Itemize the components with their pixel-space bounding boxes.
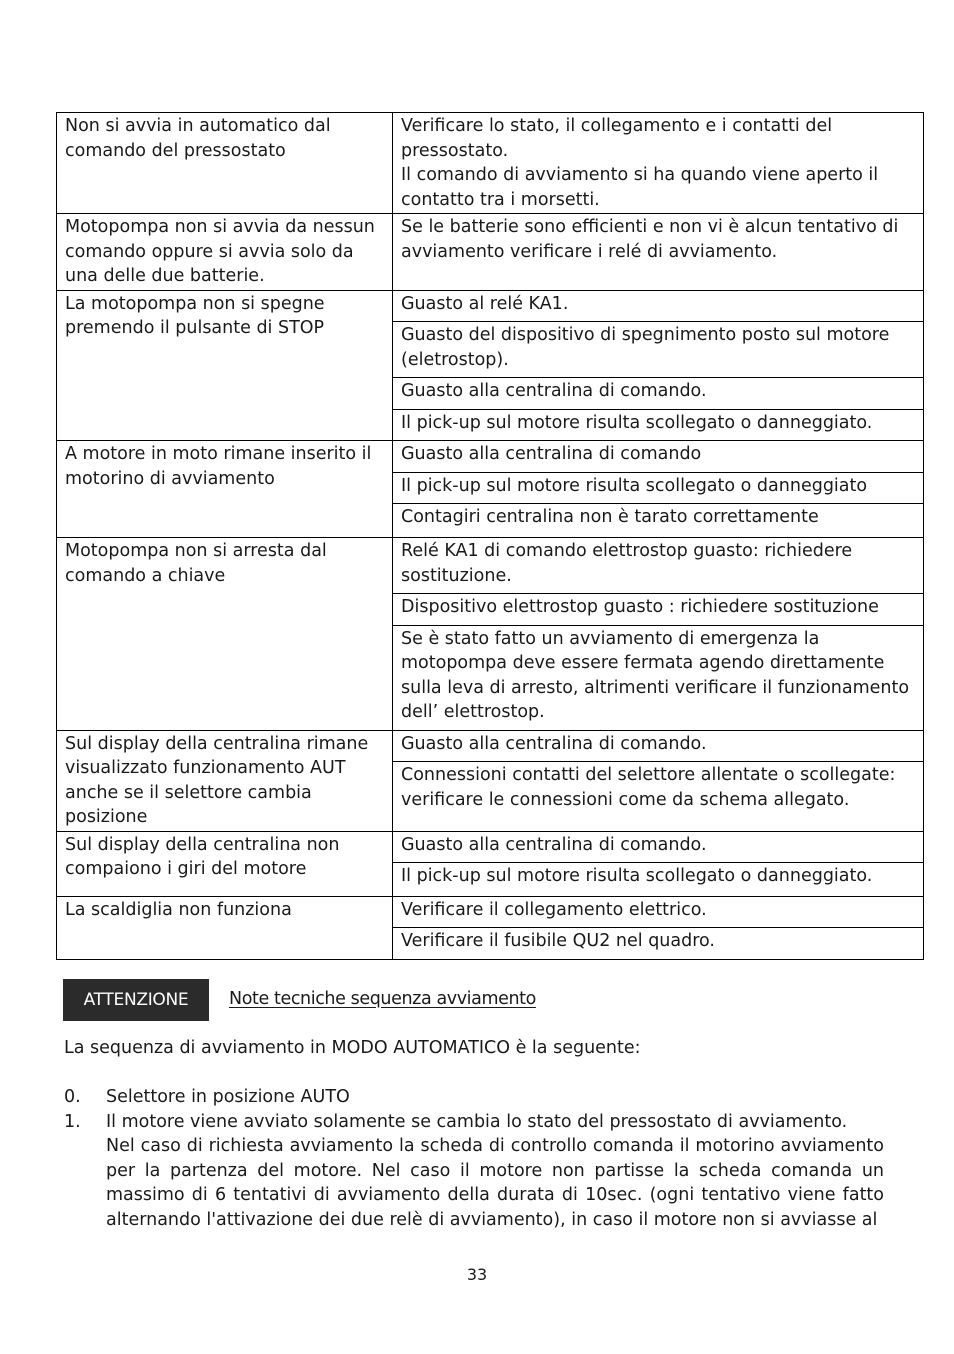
solution-item: Verificare il fusibile QU2 nel quadro. [393,927,923,959]
solution-item: Contagiri centralina non è tarato correttamente [393,503,923,535]
problem-cell: Sul display della centralina non compaiono i giri del motore [57,831,393,896]
solution-item: Guasto al relé KA1. [401,293,569,314]
step-item [64,1085,884,1110]
problem-cell: Motopompa non si arresta dal comando a chiave [57,538,393,731]
solution-item: Guasto alla centralina di comando. [401,834,707,855]
solution-cell [393,896,924,959]
step-number: 1. [64,1111,81,1132]
problem-cell: Sul display della centralina rimane visualizzato funzionamento AUT anche se il selettore cambia posizione [57,730,393,831]
table-row [57,113,924,214]
note-title: Note tecniche sequenza avviamento [229,989,536,1009]
intro-text: La sequenza di avviamento in MODO AUTOMATICO è la seguente: [64,1038,641,1058]
solution-item: Relé KA1 di comando elettrostop guasto: richiedere sostituzione. [401,541,853,586]
table-row [57,831,924,896]
solution-cell [393,441,924,538]
problem-cell: Motopompa non si avvia da nessun comando oppure si avvia solo da una delle due batterie. [57,214,393,291]
solution-item: Guasto del dispositivo di spegnimento posto sul motore (eletrostop). [393,321,923,377]
solution-item: Se le batterie sono efficienti e non vi è alcun tentativo di avviamento verificare i relé di avviamento. [401,217,899,262]
table-row [57,441,924,538]
solution-cell [393,538,924,731]
solution-item: Verificare il collegamento elettrico. [401,899,707,920]
page-number: 33 [466,1265,488,1284]
solution-item: Guasto alla centralina di comando. [401,733,707,754]
problem-cell: Non si avvia in automatico dal comando del pressostato [57,113,393,214]
step-number: 0. [64,1087,81,1107]
solution-item: Guasto alla centralina di comando. [393,377,923,409]
solution-cell [393,730,924,831]
table-row [57,290,924,441]
troubleshooting-table [56,112,924,960]
solution-item: Il pick-up sul motore risulta scollegato o danneggiato. [393,862,923,894]
solution-item: Verificare lo stato, il collegamento e i contatti del pressostato. Il comando di avviamento si ha quando viene aperto il contatto tra i morsetti. [401,116,879,210]
solution-item: Dispositivo elettrostop guasto : richiedere sostituzione [393,593,923,625]
solution-cell [393,113,924,214]
step-text: Selettore in posizione AUTO [106,1087,350,1107]
solution-item: Il pick-up sul motore risulta scollegato o danneggiato. [393,409,923,441]
solution-item: Il pick-up sul motore risulta scollegato o danneggiato [393,472,923,504]
problem-cell: A motore in moto rimane inserito il motorino di avviamento [57,441,393,538]
solution-item: Connessioni contatti del selettore allentate o scollegate: verificare le connessioni come da schema allegato. [393,761,923,817]
step-text: Il motore viene avviato solamente se cambia lo stato del pressostato di avviamento. Nel caso di richiesta avviamento la scheda di controllo comanda il motorino avviamento per la partenza del motore. Nel caso il motore non partisse la scheda comanda un massimo di 6 tentativi di avviamento della durata di 10sec. (ogni tentativo viene fatto alternando l'attivazione dei due relè di avviamento), in caso il motore non si avviasse al [106,1111,884,1230]
solution-cell [393,290,924,441]
steps-list [64,1085,884,1232]
table-row [57,896,924,959]
table-row [57,538,924,731]
problem-cell: La scaldiglia non funziona [57,896,393,959]
solution-item: Guasto alla centralina di comando [401,444,702,464]
problem-cell: La motopompa non si spegne premendo il pulsante di STOP [57,290,393,441]
table-row [57,730,924,831]
solution-cell [393,831,924,896]
attention-badge: ATTENZIONE [63,979,209,1021]
table-row [57,214,924,291]
solution-cell [393,214,924,291]
solution-item: Se è stato fatto un avviamento di emergenza la motopompa deve essere fermata agendo direttamente sulla leva di arresto, altrimenti verificare il funzionamento dell’ elettrostop. [393,625,923,730]
step-item [64,1110,884,1233]
